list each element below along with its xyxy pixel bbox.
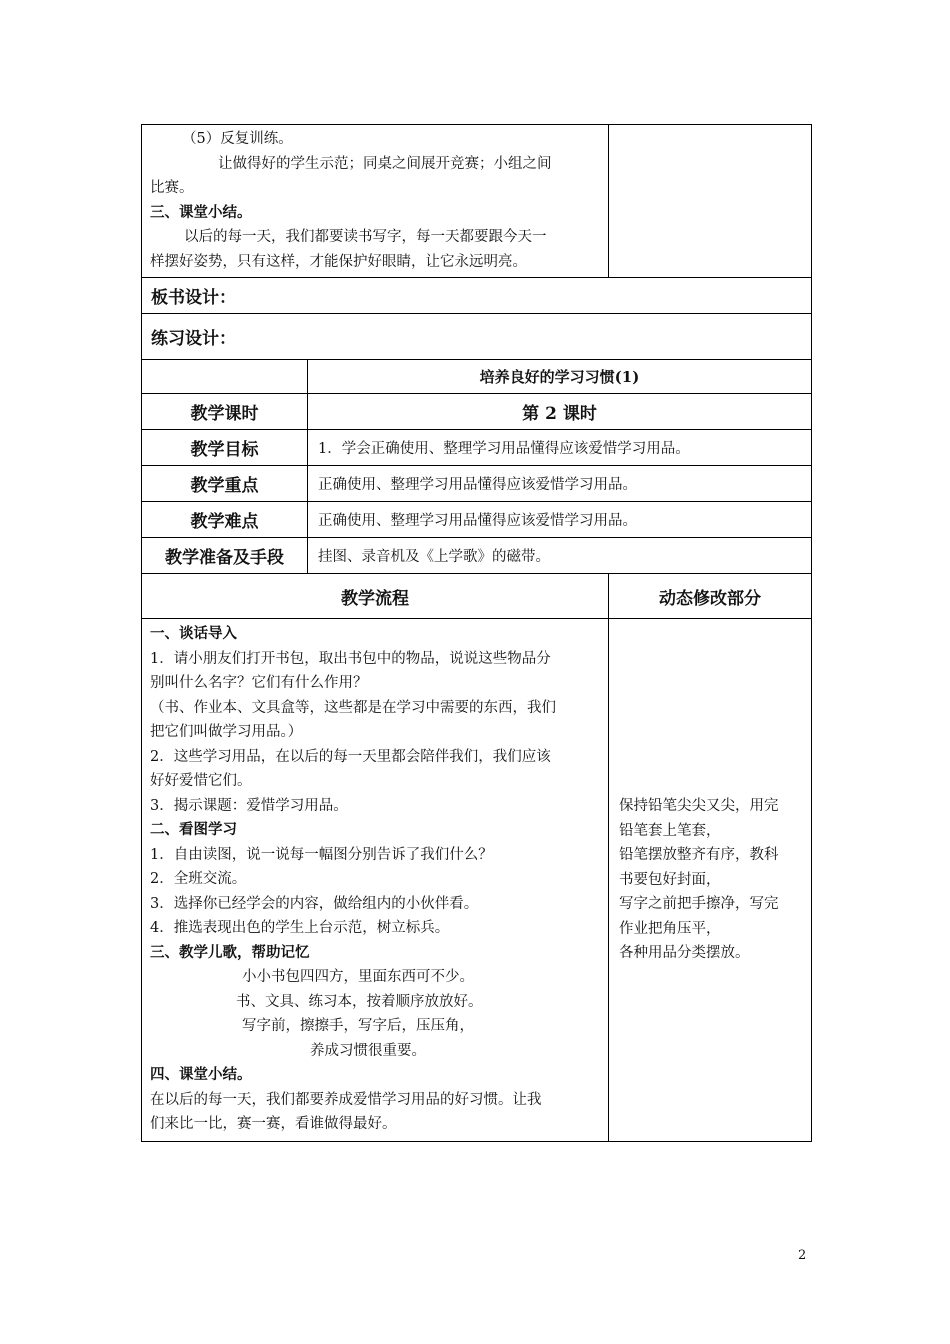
dynamic-header: 动态修改部分 xyxy=(609,574,812,619)
text-line: 比赛。 xyxy=(150,180,194,196)
period-label: 教学课时 xyxy=(142,394,308,430)
text-line: 样摆好姿势，只有这样，才能保护好眼睛，让它永远明亮。 xyxy=(150,253,527,270)
difficulty-value: 正确使用、整理学习用品懂得应该爱惜学习用品。 xyxy=(308,502,812,538)
section-heading: 一、谈话导入 xyxy=(150,625,237,642)
text-line: 3．揭示课题：爱惜学习用品。 xyxy=(150,797,348,814)
dynamic-line: 铅笔摆放整齐有序，教科 xyxy=(619,847,779,864)
process-header-row xyxy=(142,574,812,619)
dynamic-line: 各种用品分类摆放。 xyxy=(619,945,750,962)
text-line: 3．选择你已经学会的内容，做给组内的小伙伴看。 xyxy=(150,895,479,912)
difficulty-label: 教学难点 xyxy=(142,502,308,538)
text-line: （书、作业本、文具盒等，这些都是在学习中需要的东西，我们 xyxy=(150,699,556,716)
goal-label: 教学目标 xyxy=(142,430,308,466)
exercise-design-row xyxy=(142,314,812,360)
dynamic-line: 写字之前把手擦净，写完 xyxy=(619,896,779,913)
page-number: 2 xyxy=(798,1248,807,1263)
key-points-label: 教学重点 xyxy=(142,466,308,502)
top-side-cell xyxy=(609,125,812,278)
text-line: （5）反复训练。 xyxy=(182,131,293,147)
difficulty-row xyxy=(142,502,812,538)
text-line: 以后的每一天，我们都要读书写字，每一天都要跟今天一 xyxy=(184,229,547,245)
rhyme-line: 小小书包四四方，里面东西可不少。 xyxy=(242,969,474,985)
dynamic-line: 作业把角压平， xyxy=(619,920,721,937)
text-line: 1．自由读图，说一说每一幅图分别告诉了我们什么？ xyxy=(150,846,493,863)
rhyme-line: 书、文具、练习本，按着顺序放放好。 xyxy=(236,993,483,1010)
preparation-row xyxy=(142,538,812,574)
section-heading: 三、课堂小结。 xyxy=(150,203,252,221)
title-row xyxy=(142,360,812,394)
board-design-label: 板书设计： xyxy=(142,278,812,314)
board-design-row xyxy=(142,278,812,314)
section-heading: 三、教学儿歌，帮助记忆 xyxy=(150,943,310,961)
section-heading: 四、课堂小结。 xyxy=(150,1066,252,1083)
preparation-value: 挂图、录音机及《上学歌》的磁带。 xyxy=(308,538,812,574)
dynamic-line: 保持铅笔尖尖又尖，用完 xyxy=(619,798,779,815)
process-content-cell xyxy=(142,619,609,1142)
period-row xyxy=(142,394,812,430)
dynamic-line: 铅笔套上笔套， xyxy=(619,822,721,839)
text-line: 让做得好的学生示范；同桌之间展开竞赛；小组之间 xyxy=(218,155,552,172)
goal-value: 1．学会正确使用、整理学习用品懂得应该爱惜学习用品。 xyxy=(308,430,812,466)
goal-row xyxy=(142,430,812,466)
text-line: 别叫什么名字？它们有什么作用？ xyxy=(150,675,368,691)
text-line: 2．这些学习用品，在以后的每一天里都会陪伴我们，我们应该 xyxy=(150,748,551,765)
text-line: 2．全班交流。 xyxy=(150,871,247,887)
preparation-label: 教学准备及手段 xyxy=(142,538,308,574)
rhyme-line: 养成习惯很重要。 xyxy=(310,1042,426,1059)
process-row xyxy=(142,619,812,1142)
text-line: 4．推选表现出色的学生上台示范，树立标兵。 xyxy=(150,920,450,936)
top-continued-row xyxy=(142,125,812,278)
dynamic-content-cell xyxy=(609,619,812,1142)
lesson-title: 培养良好的学习习惯(1) xyxy=(308,360,812,394)
process-header: 教学流程 xyxy=(142,574,609,619)
text-line: 把它们叫做学习用品。） xyxy=(150,724,303,740)
text-line: 们来比一比，赛一赛，看谁做得最好。 xyxy=(150,1116,397,1132)
key-points-value: 正确使用、整理学习用品懂得应该爱惜学习用品。 xyxy=(308,466,812,502)
section-heading: 二、看图学习 xyxy=(150,821,237,838)
period-value: 第 2 课时 xyxy=(308,394,812,430)
text-line: 在以后的每一天，我们都要养成爱惜学习用品的好习惯。让我 xyxy=(150,1091,542,1108)
text-line: 1．请小朋友们打开书包，取出书包中的物品，说说这些物品分 xyxy=(150,650,551,667)
empty-label-cell xyxy=(142,360,308,394)
text-line: 好好爱惜它们。 xyxy=(150,773,252,789)
top-content-cell xyxy=(142,125,609,278)
exercise-design-label: 练习设计： xyxy=(142,314,812,360)
lesson-plan-table xyxy=(141,124,812,1142)
key-points-row xyxy=(142,466,812,502)
dynamic-line: 书要包好封面， xyxy=(619,871,721,888)
rhyme-line: 写字前，擦擦手，写字后，压压角， xyxy=(242,1018,474,1034)
